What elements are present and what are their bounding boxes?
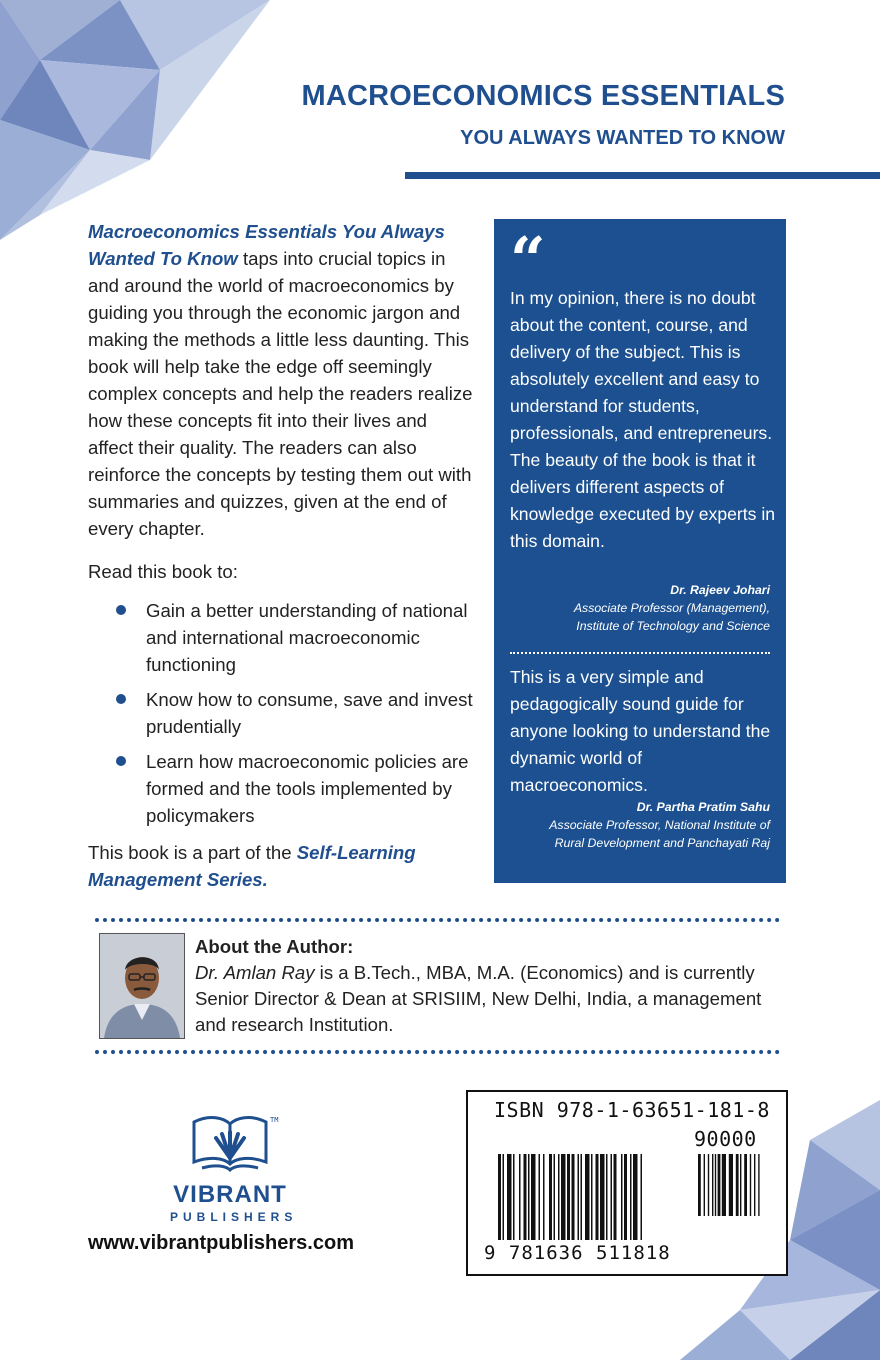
about-author-heading: About the Author: — [195, 936, 354, 957]
read-heading: Read this book to: — [88, 561, 238, 582]
testimonial-2-attribution — [549, 798, 770, 852]
addon-bar — [704, 1154, 705, 1216]
intro-text: taps into crucial topics in and around the world of macroeconomics by guiding you through the economic jargon and making the methods a little less daunting. This book will help take the edge off seemingly complex concepts and help the readers realize how these concepts fit into their lives and affect their quality. The readers can also reinforce the concepts by testing them out with summaries and quizzes, given at the end of every chapter. — [88, 248, 473, 539]
barcode-block — [466, 1090, 788, 1276]
barcode-bar — [543, 1154, 545, 1240]
testimonial-2-role-line2: Rural Development and Panchayati Raj — [554, 836, 770, 850]
barcode-bar — [549, 1154, 552, 1240]
trademark: TM — [270, 1116, 279, 1124]
author-divider-bottom — [95, 1050, 780, 1054]
addon-bar — [758, 1154, 759, 1216]
list-item-text: Learn how macroeconomic policies are formed and the tools implemented by policymakers — [146, 751, 469, 826]
book-subtitle: YOU ALWAYS WANTED TO KNOW — [460, 127, 785, 149]
bullet-icon — [116, 694, 126, 704]
testimonial-divider — [510, 652, 770, 654]
publisher-logo — [170, 1112, 298, 1224]
series-note — [88, 839, 473, 893]
barcode-bar — [507, 1154, 512, 1240]
testimonial-2-name: Dr. Partha Pratim Sahu — [636, 800, 770, 814]
bullet-icon — [116, 605, 126, 615]
list-item-text: Know how to consume, save and invest prudentially — [146, 689, 473, 737]
title-rule — [405, 172, 880, 179]
barcode-bar — [567, 1154, 570, 1240]
barcode-bar — [531, 1154, 536, 1240]
testimonial-2-role-line1: Associate Professor, National Institute of — [549, 818, 770, 832]
barcode-bar — [539, 1154, 541, 1240]
bullet-icon — [116, 756, 126, 766]
barcode-bar — [528, 1154, 530, 1240]
addon-bar — [722, 1154, 726, 1216]
barcode-bar — [578, 1154, 580, 1240]
ean-digits — [484, 1242, 671, 1264]
barcode-bar — [498, 1154, 501, 1240]
barcode-bar — [633, 1154, 638, 1240]
barcode-bar — [524, 1154, 527, 1240]
isbn-text: ISBN 978-1-63651-181-8 — [494, 1098, 770, 1122]
book-title: MACROECONOMICS ESSENTIALS — [301, 80, 785, 112]
addon-bar — [736, 1154, 739, 1216]
author-photo — [99, 933, 185, 1039]
title-block — [301, 80, 785, 150]
addon-bar — [712, 1154, 713, 1216]
barcode-bar — [519, 1154, 521, 1240]
barcode-bar — [641, 1154, 643, 1240]
barcode-bar — [591, 1154, 593, 1240]
price-addon-text: 90000 — [694, 1127, 757, 1151]
barcode-bar — [614, 1154, 617, 1240]
ean-right: 511818 — [596, 1242, 671, 1264]
benefits-list — [88, 597, 473, 829]
list-item-text: Gain a better understanding of national and international macroeconomic functioning — [146, 600, 468, 675]
addon-bar — [698, 1154, 701, 1216]
testimonial-1-attribution — [574, 581, 770, 635]
series-name: Self-Learning Management Series. — [88, 842, 416, 890]
addon-bar — [744, 1154, 747, 1216]
testimonial-1-text: In my opinion, there is no doubt about the content, course, and delivery of the subject. This is absolutely excellent and easy to understand for students, professionals, and entrepreneurs. The beauty of the book is that it delivers different aspects of knowledge executed by experts in this domain. — [510, 288, 776, 551]
barcode-bar — [513, 1154, 515, 1240]
addon-bar — [708, 1154, 709, 1216]
top-left-polygon-decoration — [0, 0, 300, 250]
open-book-logo-icon — [180, 1112, 280, 1174]
list-item — [88, 686, 473, 740]
barcode-bar — [600, 1154, 605, 1240]
ean-left: 781636 — [508, 1242, 584, 1264]
about-author-text — [195, 960, 795, 1038]
barcode-bar — [581, 1154, 583, 1240]
testimonial-box — [494, 219, 786, 883]
publisher-url: www.vibrantpublishers.com — [88, 1232, 354, 1254]
barcode-bar — [561, 1154, 566, 1240]
list-item — [88, 597, 473, 678]
barcode-bar — [621, 1154, 623, 1240]
barcode-bar — [554, 1154, 556, 1240]
barcode-bar — [572, 1154, 575, 1240]
testimonial-1-name: Dr. Rajeev Johari — [670, 583, 770, 597]
testimonial-1-role-line2: Institute of Technology and Science — [576, 619, 770, 633]
author-name: Dr. Amlan Ray — [195, 962, 315, 983]
quote-mark-icon: “ — [510, 223, 546, 296]
author-divider-top — [95, 918, 780, 922]
about-author — [195, 934, 795, 1038]
addon-bar — [729, 1154, 733, 1216]
addon-bar — [718, 1154, 721, 1216]
barcode-bar — [630, 1154, 632, 1240]
barcode-bar — [558, 1154, 560, 1240]
series-prefix: This book is a part of the — [88, 842, 297, 863]
publisher-sub: PUBLISHERS — [170, 1210, 298, 1224]
barcode-bar — [606, 1154, 608, 1240]
barcode-bar — [611, 1154, 613, 1240]
addon-bar — [715, 1154, 716, 1216]
ean-first: 9 — [484, 1242, 497, 1264]
author-portrait-icon — [100, 934, 184, 1038]
barcode-bar — [596, 1154, 599, 1240]
description-column — [88, 218, 473, 893]
author-bio: is a B.Tech., MBA, M.A. (Economics) and is currently Senior Director & Dean at SRISIIM, New Delhi, India, a management and research Institution. — [195, 962, 762, 1035]
list-item — [88, 748, 473, 829]
barcode-bar — [585, 1154, 590, 1240]
book-name-emphasis: Macroeconomics Essentials You Always Wanted To Know — [88, 221, 445, 269]
testimonial-2-text: This is a very simple and pedagogically sound guide for anyone looking to understand the dynamic world of macroeconomics. — [510, 667, 771, 795]
addon-bar — [750, 1154, 751, 1216]
addon-bar — [754, 1154, 755, 1216]
addon-bar — [740, 1154, 741, 1216]
publisher-brand: VIBRANT — [173, 1181, 287, 1208]
testimonial-1-role-line1: Associate Professor (Management), — [573, 601, 770, 615]
barcode-bar — [503, 1154, 505, 1240]
intro-paragraph — [88, 218, 473, 542]
barcode-bar — [624, 1154, 627, 1240]
